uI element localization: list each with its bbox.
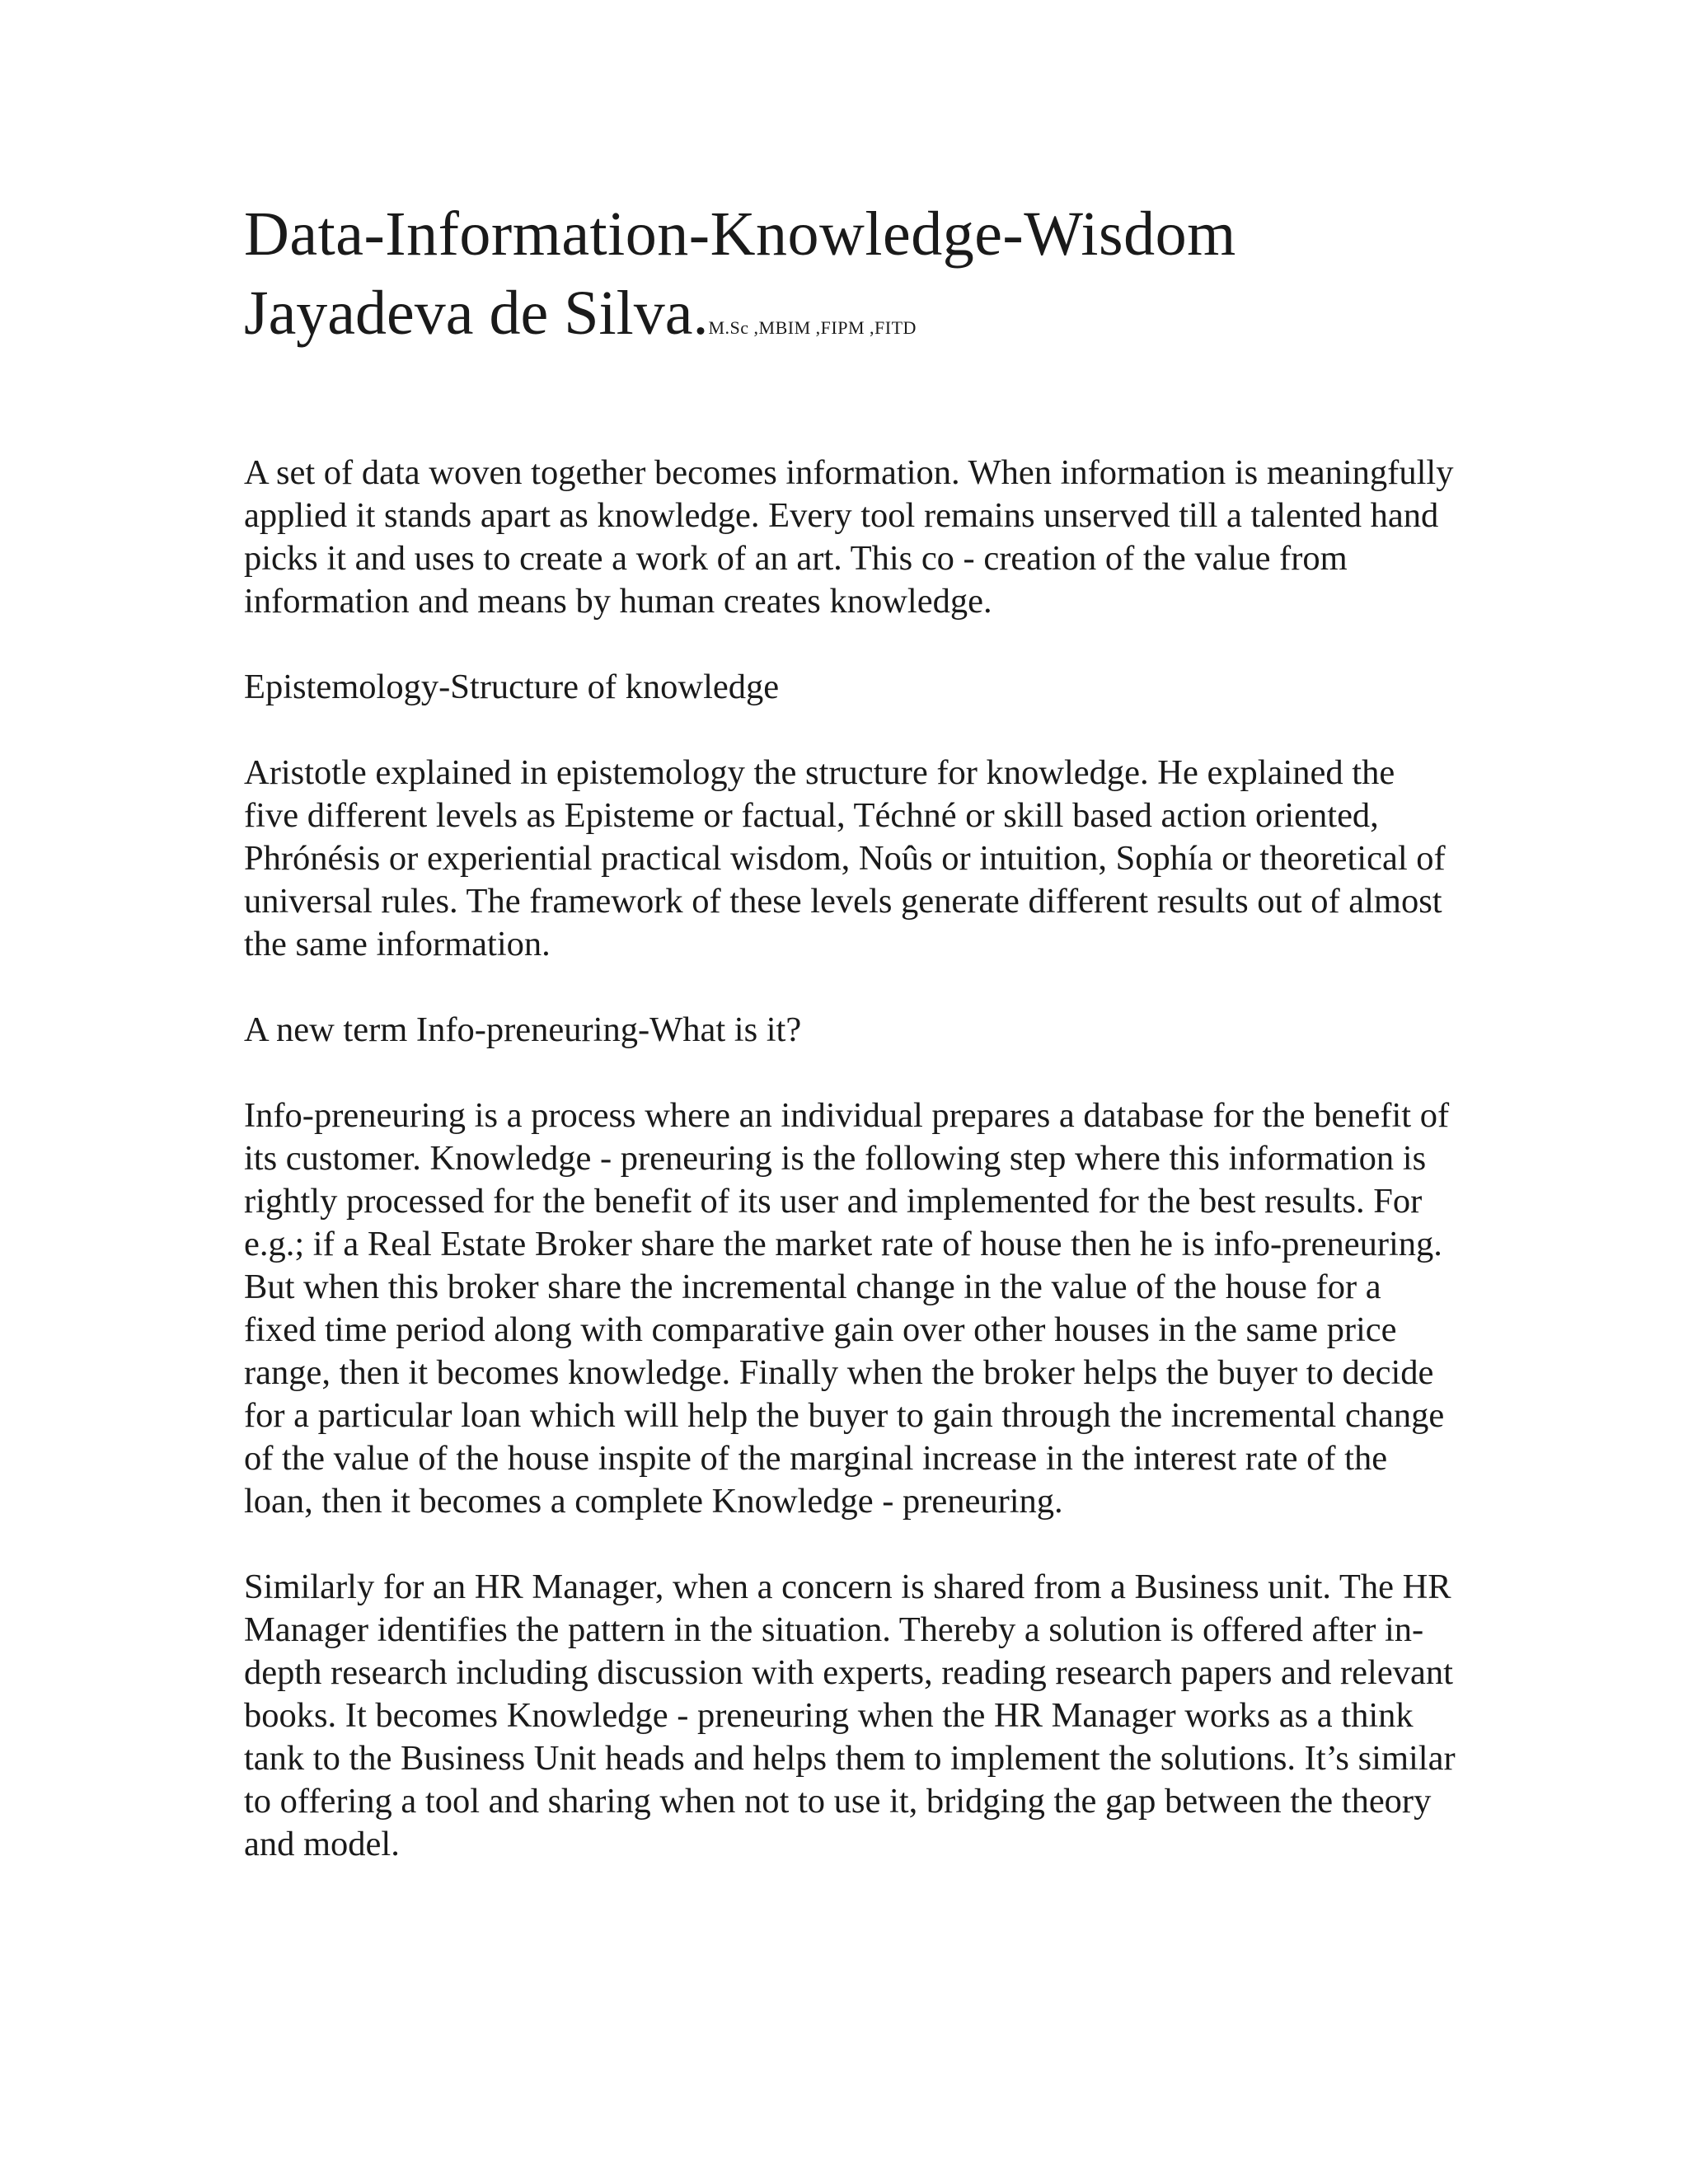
section-heading-epistemology: Epistemology-Structure of knowledge [244, 668, 780, 706]
author-name: Jayadeva de Silva. [244, 279, 709, 348]
paragraph-intro: A set of data woven together becomes information. When information is meaningfully applied it stands apart as knowledge. Every tool remains unserved till a talented hand picks it and uses to create a work of an art. This co - creation of the value from information and means by human creates knowledge. [244, 453, 1454, 621]
document-page [244, 196, 1456, 1866]
author-line [244, 272, 1456, 369]
document-title: Data-Information-Knowledge-Wisdom [244, 199, 1236, 269]
author-credentials: M.Sc ,MBIM ,FIPM ,FITD [708, 317, 917, 338]
paragraph-hr-manager: Similarly for an HR Manager, when a concern is shared from a Business unit. The HR Manager identifies the pattern in the situation. Thereby a solution is offered after in-depth research including discussion with experts, reading research papers and relevant books. It becomes Knowledge - preneuring when the HR Manager works as a think tank to the Business Unit heads and helps them to implement the solutions. It’s similar to offering a tool and sharing when not to use it, bridging the gap between the theory and model. [244, 1568, 1456, 1863]
paragraph-epistemology: Aristotle explained in epistemology the structure for knowledge. He explained the five different levels as Episteme or factual, Téchné or skill based action oriented, Phrónésis or experiential practical wisdom, Noûs or intuition, Sophía or theoretical of universal rules. The framework of these levels generate different results out of almost the same information. [244, 753, 1446, 963]
paragraph-infopreneuring: Info-preneuring is a process where an individual prepares a database for the benefit of its customer. Knowledge - preneuring is the following step where this information is rightly processed for the benefit of its user and implemented for the best results. For e.g.; if a Real Estate Broker share the market rate of house then he is info-preneuring. But when this broker share the incremental change in the value of the house for a fixed time period along with comparative gain over other houses in the same price range, then it becomes knowledge. Finally when the broker helps the buyer to decide for a particular loan which will help the buyer to gain through the incremental change of the value of the house inspite of the marginal increase in the interest rate of the loan, then it becomes a complete Knowledge - preneuring. [244, 1096, 1450, 1521]
section-heading-infopreneuring: A new term Info-preneuring-What is it? [244, 1010, 802, 1049]
